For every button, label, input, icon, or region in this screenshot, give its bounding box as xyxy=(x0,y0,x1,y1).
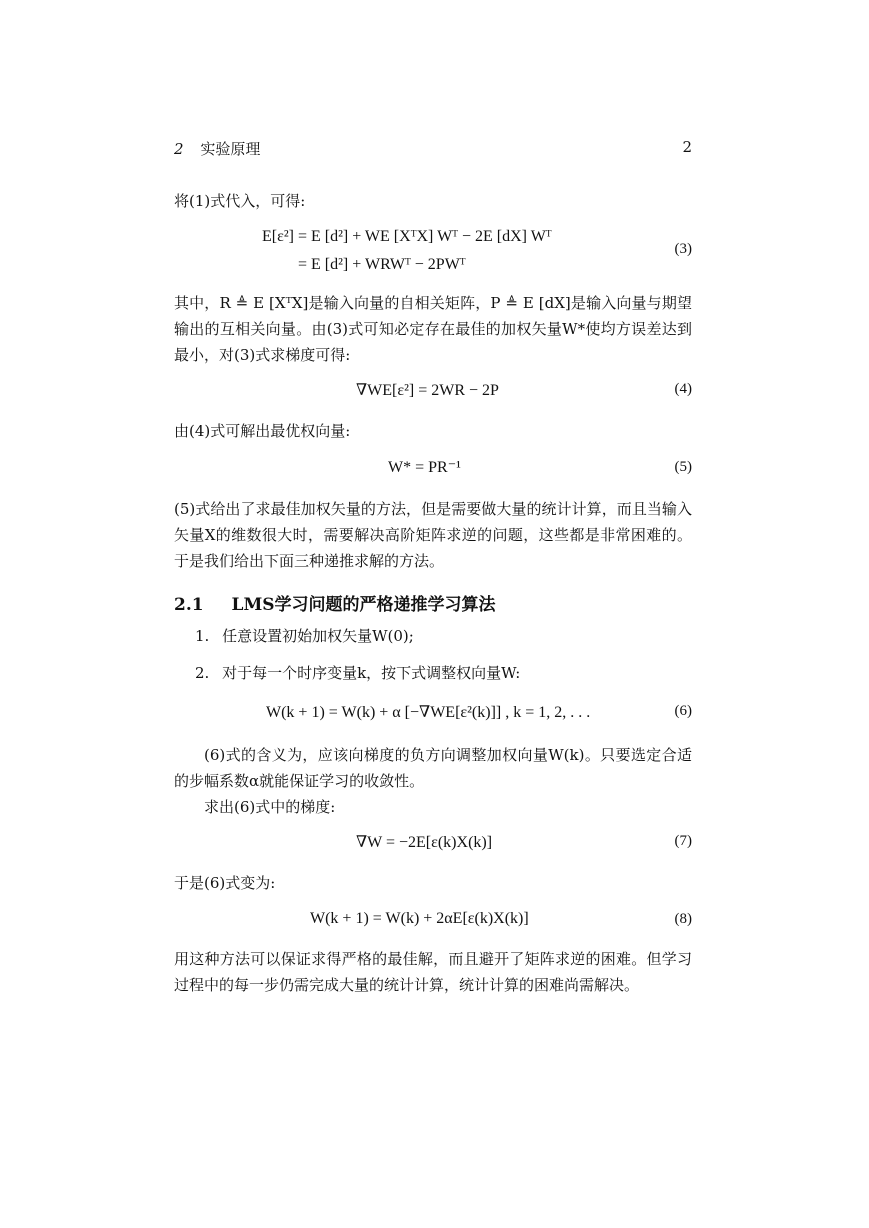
list-marker: 2. xyxy=(195,664,210,682)
list-item-text: 对于每一个时序变量k，按下式调整权向量W: xyxy=(222,664,521,682)
running-header xyxy=(174,138,260,159)
equation-6-number: (6) xyxy=(674,703,692,719)
list-item-text: 任意设置初始加权矢量W(0); xyxy=(222,627,414,645)
paragraph-conclusion: 用这种方法可以保证求得严格的最佳解，而且避开了矩阵求逆的困难。但学习过程中的每一步仍需完成大量的统计计算，统计计算的困难尚需解决。 xyxy=(174,950,692,994)
equation-5: W* = PR⁻¹ xyxy=(388,459,461,476)
paragraph-transform: 于是(6)式变为: xyxy=(174,874,276,892)
equation-4-number: (4) xyxy=(674,381,692,397)
page-number: 2 xyxy=(682,138,692,156)
paragraph-intro: 将(1)式代入，可得: xyxy=(174,192,306,210)
equation-3-line-2: = E [d²] + WRWᵀ − 2PWᵀ xyxy=(298,256,466,273)
list-item xyxy=(195,662,520,683)
equation-7: ∇W = −2E[ε(k)X(k)] xyxy=(356,834,493,851)
paragraph-optimal-weight: 由(4)式可解出最优权向量: xyxy=(174,422,351,440)
equation-8: W(k + 1) = W(k) + 2αE[ε(k)X(k)] xyxy=(310,910,529,927)
equation-3-line-1: E[ε²] = E [d²] + WE [XᵀX] Wᵀ − 2E [dX] Wᵀ xyxy=(262,228,552,245)
paragraph-gradient: 求出(6)式中的梯度: xyxy=(204,798,336,816)
chapter-number: 2 xyxy=(174,140,184,158)
equation-6: W(k + 1) = W(k) + α [−∇WE[ε²(k)]] , k = 1, 2, . . . xyxy=(266,704,591,721)
list-item xyxy=(195,625,414,646)
chapter-title: 实验原理 xyxy=(200,140,261,158)
section-number: 2.1 xyxy=(174,595,204,615)
paragraph-eq6-meaning: (6)式的含义为，应该向梯度的负方向调整加权向量W(k)。只要选定合适的步幅系数α就能保证学习的收敛性。 xyxy=(174,746,692,790)
equation-5-number: (5) xyxy=(674,459,692,475)
equation-8-number: (8) xyxy=(674,911,692,927)
section-title: LMS学习问题的严格递推学习算法 xyxy=(231,595,496,615)
list-marker: 1. xyxy=(195,627,210,645)
equation-7-number: (7) xyxy=(674,833,692,849)
paragraph-method-discussion: (5)式给出了求最佳加权矢量的方法，但是需要做大量的统计计算，而且当输入矢量X的维数很大时，需要解决高阶矩阵求逆的问题，这些都是非常困难的。于是我们给出下面三种递推求解的方法。 xyxy=(174,500,692,570)
equation-4: ∇WE[ε²] = 2WR − 2P xyxy=(356,382,499,399)
section-heading xyxy=(174,590,496,615)
equation-3-number: (3) xyxy=(674,241,692,257)
paragraph-correlation: 其中，R ≜ E [XᵀX]是输入向量的自相关矩阵，P ≜ E [dX]是输入向量与期望输出的互相关向量。由(3)式可知必定存在最佳的加权矢量W*使均方误差达到最小，对(3)式求梯度可得: xyxy=(174,294,692,364)
